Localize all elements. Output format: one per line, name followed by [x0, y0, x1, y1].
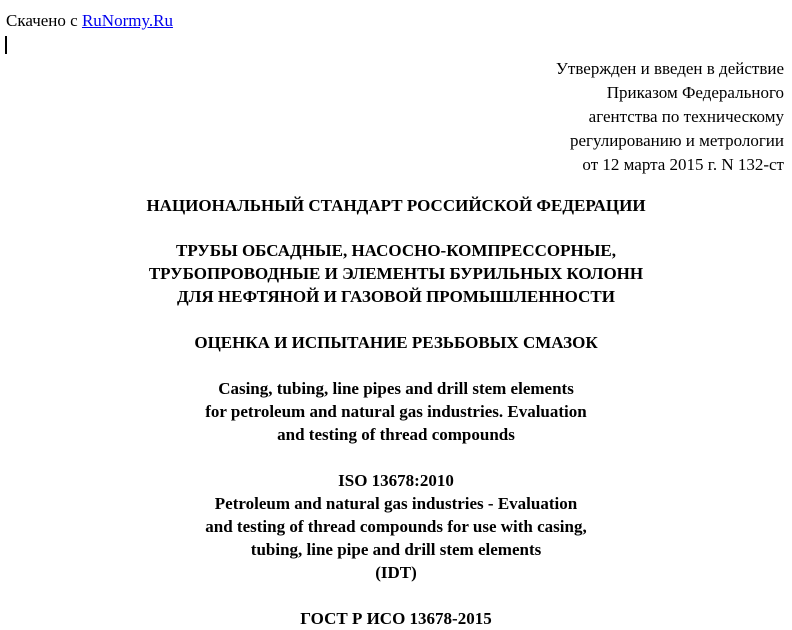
english-title-line: and testing of thread compounds: [277, 425, 515, 444]
approval-line: от 12 марта 2015 г. N 132-ст: [582, 155, 784, 174]
source-prefix: Скачено с: [6, 11, 78, 30]
russian-title-line: ТРУБОПРОВОДНЫЕ И ЭЛЕМЕНТЫ БУРИЛЬНЫХ КОЛОНН: [148, 264, 644, 283]
russian-title-line: ТРУБЫ ОБСАДНЫЕ, НАСОСНО-КОМПРЕССОРНЫЕ,: [176, 241, 616, 260]
standard-type-heading: [0, 194, 792, 217]
iso-title-line: Petroleum and natural gas industries - Evaluation: [214, 494, 578, 513]
russian-title: [0, 239, 792, 308]
source-line: [6, 10, 173, 32]
iso-number: ISO 13678:2010: [338, 471, 454, 490]
approval-block: [464, 57, 784, 177]
english-title-line: Casing, tubing, line pipes and drill stem elements: [218, 379, 574, 398]
english-title: [0, 377, 792, 446]
iso-title-line: and testing of thread compounds for use with casing,: [205, 517, 587, 536]
russian-title-line: ДЛЯ НЕФТЯНОЙ И ГАЗОВОЙ ПРОМЫШЛЕННОСТИ: [177, 287, 615, 306]
source-link[interactable]: RuNormy.Ru: [81, 11, 173, 30]
russian-subtitle-line: ОЦЕНКА И ИСПЫТАНИЕ РЕЗЬБОВЫХ СМАЗОК: [194, 333, 598, 352]
gost-number: ГОСТ Р ИСО 13678-2015: [300, 609, 492, 628]
standard-type: НАЦИОНАЛЬНЫЙ СТАНДАРТ РОССИЙСКОЙ ФЕДЕРАЦИИ: [146, 196, 646, 215]
english-title-line: for petroleum and natural gas industries. Evaluation: [205, 402, 587, 421]
iso-title-line: (IDT): [375, 563, 417, 582]
gost-reference: [0, 607, 792, 630]
approval-line: Приказом Федерального: [606, 83, 784, 102]
approval-line: агентства по техническому: [588, 107, 784, 126]
approval-line: регулированию и метрологии: [569, 131, 784, 150]
russian-subtitle: [0, 331, 792, 354]
iso-reference: [0, 469, 792, 584]
approval-line: Утвержден и введен в действие: [555, 59, 784, 78]
iso-title-line: tubing, line pipe and drill stem elements: [250, 540, 542, 559]
text-cursor: [5, 36, 7, 54]
